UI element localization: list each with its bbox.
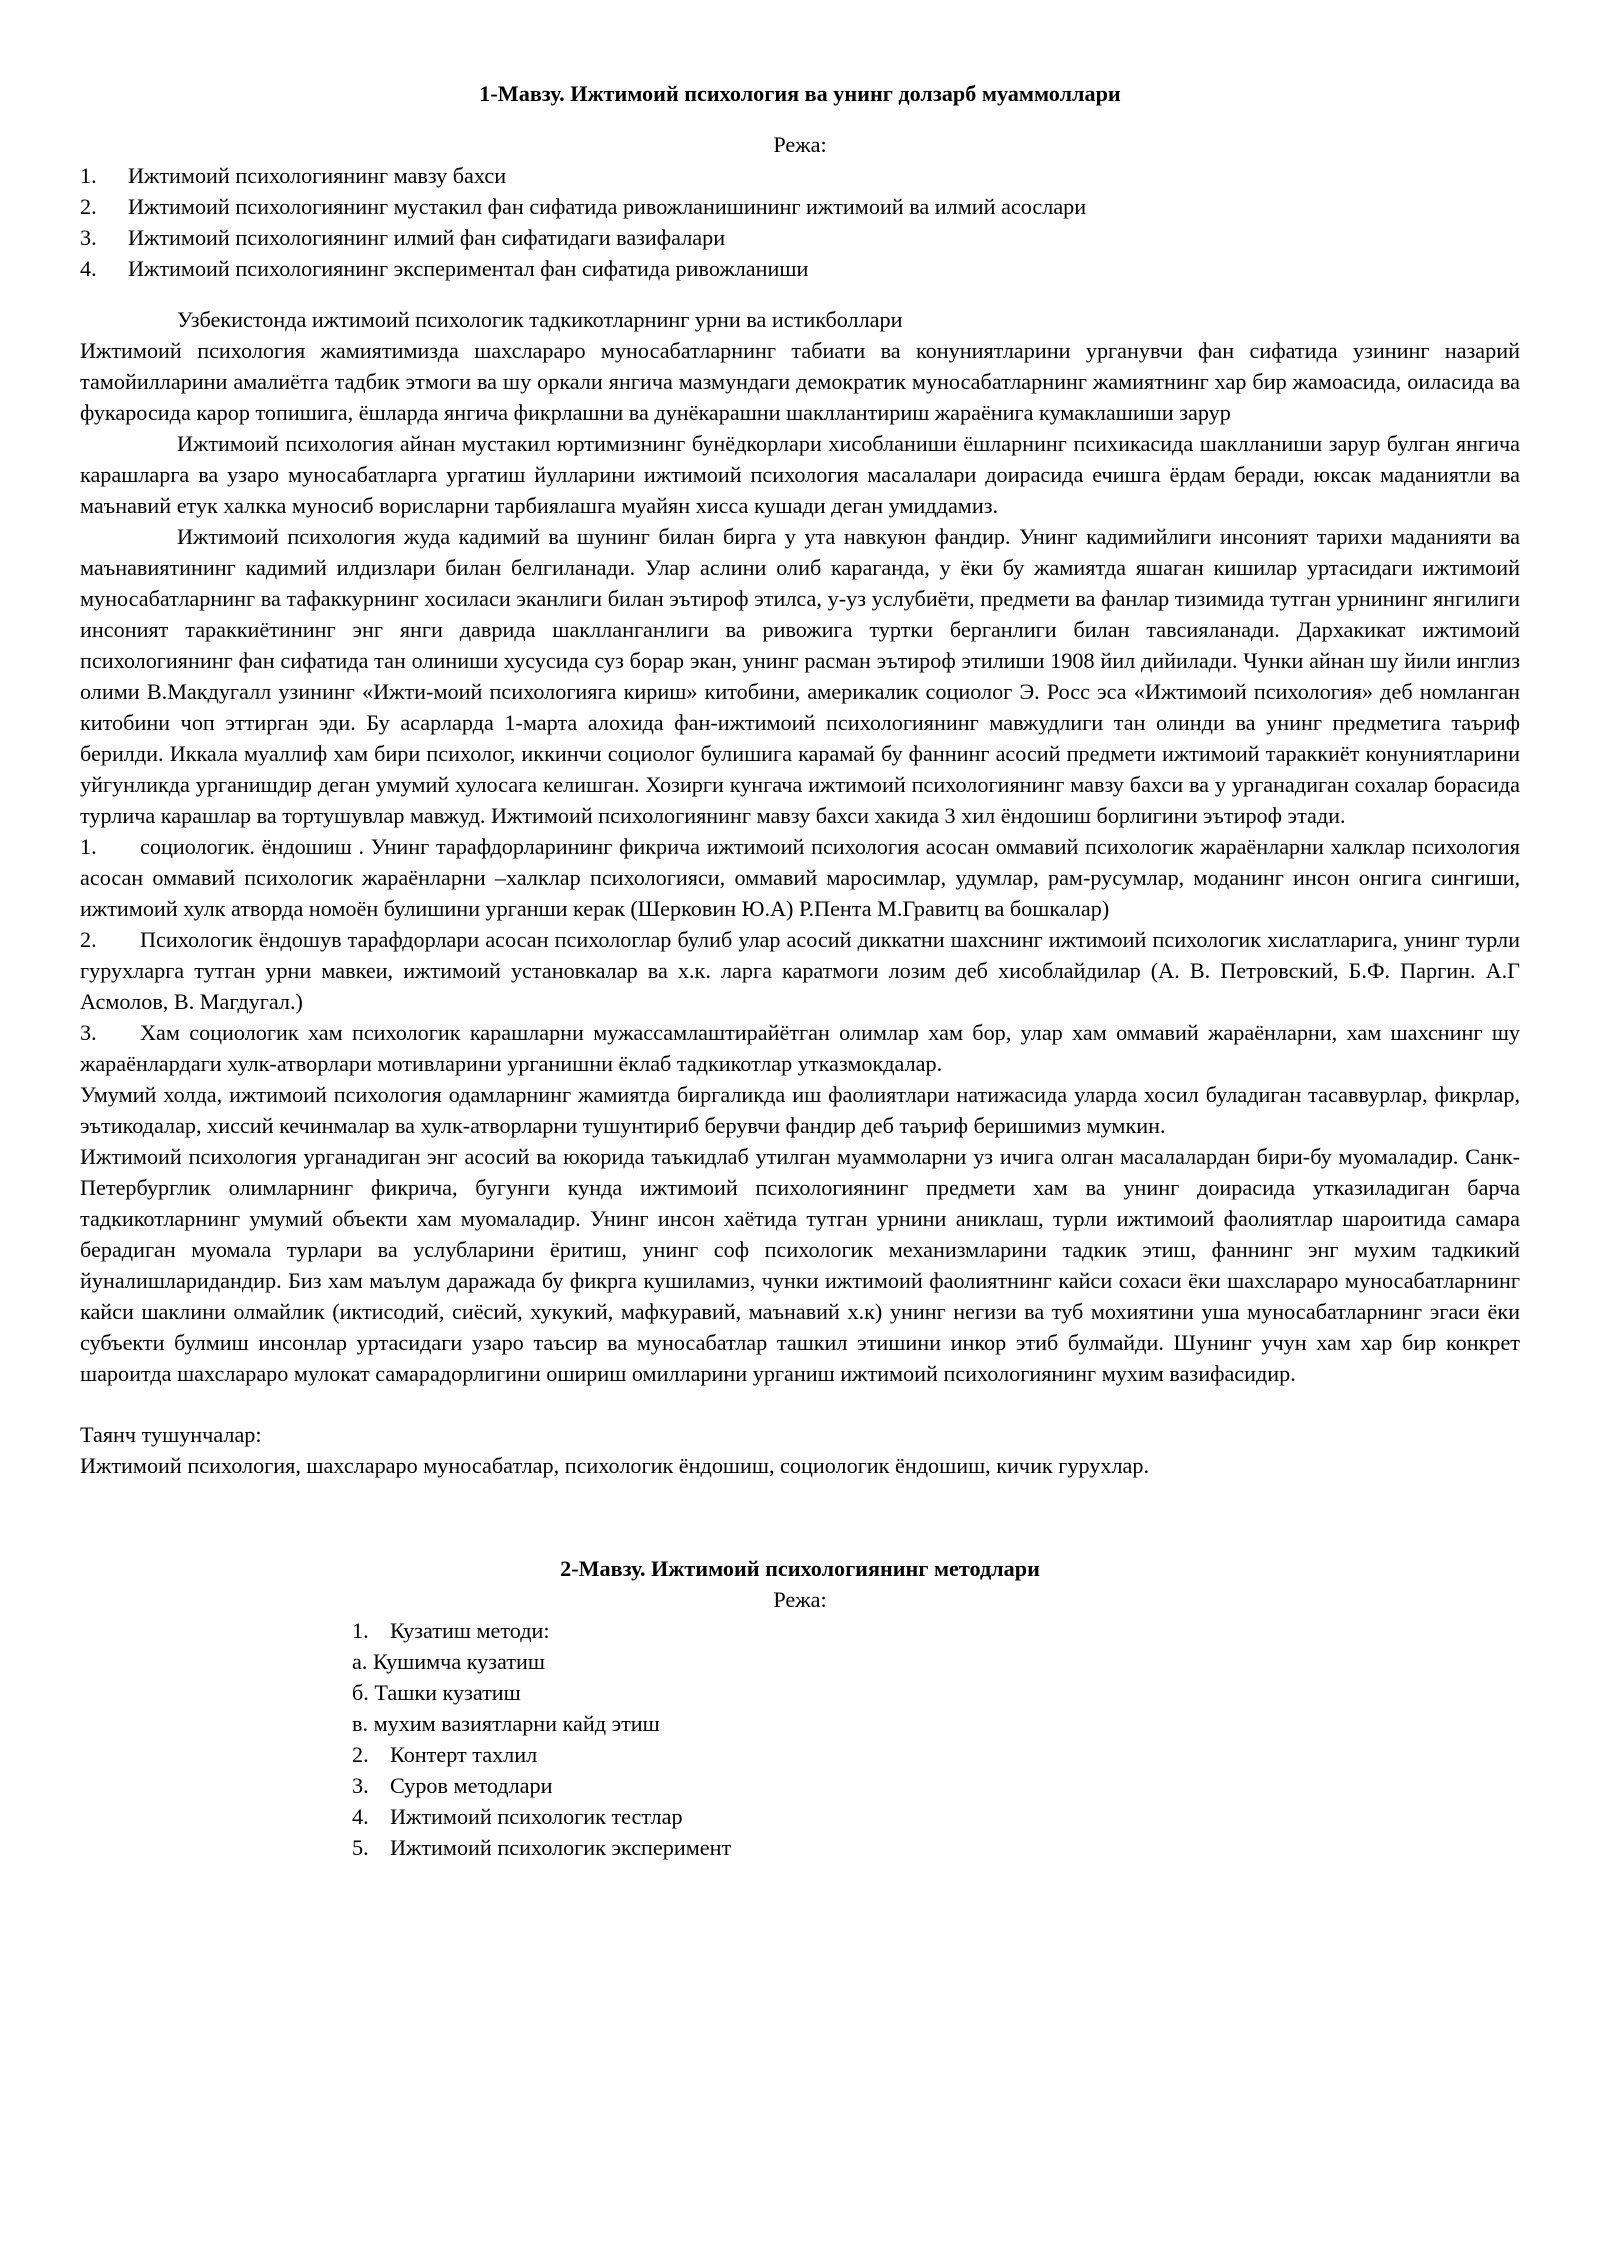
section-subheading: Узбекистонда ижтимоий психологик тадкикотларнинг урни ва истикболлари [177, 307, 903, 332]
paragraph: Ижтимоий психология жамиятимизда шахслараро муносабатларнинг табиати ва конуниятларини урганувчи фан сифатида узининг назарий тамойилларини амалиётга тадбик этмоги ва шу оркали янгича мазмундаги демократик муносабатларнинг жамиятнинг хар бир жамоасида, оиласида ва фукаросида карор топишига, ёшларда янгича фикрлашни ва дунёкарашни шакллантириш жараёнига кумаклашиши зарур [80, 338, 1520, 425]
method-item [352, 1801, 1520, 1832]
method-number: 5. [352, 1835, 369, 1860]
method-text: Суров методлари [390, 1773, 553, 1798]
key-terms: Ижтимоий психология, шахслараро муносабатлар, психологик ёндошиш, социологик ёндошиш, кичик гурухлар. [80, 1453, 1150, 1478]
paragraph: Ижтимоий психология айнан мустакил юртимизнинг бунёдкорлари хисобланиши ёшларнинг психикасида шаклланиши зарур булган янгича карашларга ва узаро муносабатларга ургатиш йулларини ижтимоий психология масалалари доирасида ечишга ёрдам беради, юксак маданиятли ва маънавий етук халкка муносиб ворисларни тарбиялашга муайян хисса кушади деган умиддамиз. [80, 431, 1520, 518]
topic1-title: 1-Мавзу. Ижтимоий психология ва унинг долзарб муаммоллари [479, 81, 1121, 106]
topic1-plan-label: Режа: [773, 132, 827, 157]
method-text: Контерт тахлил [390, 1742, 538, 1767]
plan-item-number: 3. [80, 225, 97, 250]
plan-item-text: Ижтимоий психологиянинг мавзу бахси [128, 163, 507, 188]
method-number: 3. [352, 1773, 369, 1798]
method-subitem: а. Кушимча кузатиш [352, 1649, 545, 1674]
approach-number: 2. [80, 927, 97, 952]
method-subitem: б. Ташки кузатиш [352, 1680, 521, 1705]
plan-item-number: 4. [80, 256, 97, 281]
plan-item [80, 191, 1520, 222]
topic2-title: 2-Мавзу. Ижтимоий психологиянинг методлари [560, 1556, 1040, 1581]
approach-text: социологик. ёндошиш . Унинг тарафдорларининг фикрича ижтимоий психология асосан оммавий психологик жараёнларни халклар психология асосан оммавий психологик жараёнларни –халклар психологияси, оммавий маросимлар, удумлар, рам-русумлар, моданинг инсон онгига сингиши, ижтимоий хулк атворда номоён булишини урганши керак (Шерковин Ю.А) Р.Пента М.Гравитц ва бошкалар) [80, 834, 1520, 921]
method-item [352, 1739, 1520, 1770]
topic2-methods-list [80, 1615, 1520, 1863]
key-terms-label: Таянч тушунчалар: [80, 1422, 262, 1447]
method-number: 1. [352, 1618, 369, 1643]
method-number: 2. [352, 1742, 369, 1767]
method-item [352, 1832, 1520, 1863]
method-item [352, 1770, 1520, 1801]
approach-number: 3. [80, 1020, 97, 1045]
method-number: 4. [352, 1804, 369, 1829]
method-text: Ижтимоий психологик эксперимент [390, 1835, 732, 1860]
paragraph: Ижтимоий психология урганадиган энг асосий ва юкорида таъкидлаб утилган муаммоларни уз ичига олган масалалардан бири-бу муомаладир. Санк-Петербурглик олимларнинг фикрича, бугунги кунда ижтимоий психологиянинг предмети хам ва унинг доирасида утказиладиган барча тадкикотларнинг умумий объекти хам муомаладир. Унинг инсон хаётида тутган урнини аниклаш, турли ижтимоий фаолиятлар шароитида самара берадиган муомала турлари ва услубларини ёритиш, унинг соф психологик механизмларини тадкик этиш, фаннинг энг мухим тадкикий йуналишларидандир. Биз хам маълум даражада бу фикрга кушиламиз, чунки ижтимоий фаолиятнинг кайси сохаси ёки шахслараро муносабатларнинг кайси шаклини олмайлик (иктисодий, сиёсий, хукукий, мафкуравий, маънавий х.к) унинг негизи ва туб мохиятини уша муносабатларнинг эгаси ёки субъекти булмиш инсонлар уртасидаги узаро таъсир ва муносабатлар ташкил этишини инкор этиб булмайди. Шунинг учун хам хар бир конкрет шароитда шахслараро мулокат самарадорлигини ошириш омилларини урганиш ижтимоий психологиянинг мухим вазифасидир. [80, 1144, 1520, 1386]
method-text: Ижтимоий психологик тестлар [390, 1804, 683, 1829]
approach-item [80, 1017, 1520, 1079]
plan-item [80, 253, 1520, 284]
approach-text: Хам социологик хам психологик карашларни мужассамлаштирайётган олимлар хам бор, улар хам оммавий жараёнларни, хам шахснинг шу жараёнлардаги хулк-атворлари мотивларини урганишни ёклаб тадкикотлар утказмокдалар. [80, 1020, 1520, 1076]
approach-item [80, 831, 1520, 924]
plan-item-text: Ижтимоий психологиянинг мустакил фан сифатида ривожланишининг ижтимоий ва илмий асослари [128, 194, 1087, 219]
plan-item [80, 160, 1520, 191]
plan-item-text: Ижтимоий психологиянинг илмий фан сифатидаги вазифалари [128, 225, 726, 250]
paragraph: Ижтимоий психология жуда кадимий ва шунинг билан бирга у ута навкуюн фандир. Унинг кадимийлиги инсоният тарихи маданияти ва маънавиятининг кадимий илдизлари билан белгиланади. Улар аслини олиб караганда, у ёки бу жамиятда яшаган кишилар уртасидаги ижтимоий муносабатларнинг ва тафаккурнинг хосиласи эканлиги билан эътироф этилса, у-уз услубиёти, предмети ва фанлар тизимида тутган урнининг янгилиги инсоният тараккиётининг энг янги даврида шаклланганлиги ва ривожига туртки берганлиги билан тавсияланади. Дархакикат ижтимоий психологиянинг фан сифатида тан олиниши хусусида суз борар экан, унинг расман эътироф этилиши 1908 йил дийилади. Чунки айнан шу йили инглиз олими В.Макдугалл узининг «Ижти-моий психологияга кириш» китобини, америкалик социолог Э. Росс эса «Ижтимоий психология» деб номланган китобини чоп эттирган эди. Бу асарларда 1-марта алохида фан-ижтимоий психологиянинг мавжудлиги тан олинди ва унинг предметига таъриф берилди. Иккала муаллиф хам бири психолог, иккинчи социолог булишига карамай бу фаннинг асосий предмети ижтимоий тараккиёт конуниятларини уйгунликда урганишдир деган умумий хулосага келишган. Хозирги кунгача ижтимоий психологиянинг мавзу бахси ва у урганадиган сохалар борасида турлича карашлар ва тортушувлар мавжуд. Ижтимоий психологиянинг мавзу бахси хакида 3 хил ёндошиш борлигини эътироф этади. [80, 524, 1520, 828]
plan-item-number: 1. [80, 163, 97, 188]
approach-number: 1. [80, 834, 97, 859]
method-subitem: в. мухим вазиятларни кайд этиш [352, 1711, 660, 1736]
method-item [352, 1615, 1520, 1646]
method-text: Кузатиш методи: [390, 1618, 550, 1643]
approach-text: Психологик ёндошув тарафдорлари асосан психологлар булиб улар асосий диккатни шахснинг ижтимоий психологик хислатларига, унинг турли гурухларга тутган урни мавкеи, ижтимоий установкалар ва х.к. ларга каратмоги лозим деб хисоблайдилар (А. В. Петровский, Б.Ф. Паргин. А.Г Асмолов, В. Магдугал.) [80, 927, 1520, 1014]
approach-item [80, 924, 1520, 1017]
plan-item [80, 222, 1520, 253]
topic2-plan-label: Режа: [773, 1587, 827, 1612]
topic1-plan-list [80, 160, 1520, 284]
plan-item-text: Ижтимоий психологиянинг экспериментал фан сифатида ривожланиши [128, 256, 809, 281]
plan-item-number: 2. [80, 194, 97, 219]
paragraph: Умумий холда, ижтимоий психология одамларнинг жамиятда биргаликда иш фаолиятлари натижасида уларда хосил буладиган тасаввурлар, фикрлар, эътикодалар, хиссий кечинмалар ва хулк-атворларни тушунтириб берувчи фандир деб таъриф беришимиз мумкин. [80, 1082, 1520, 1138]
